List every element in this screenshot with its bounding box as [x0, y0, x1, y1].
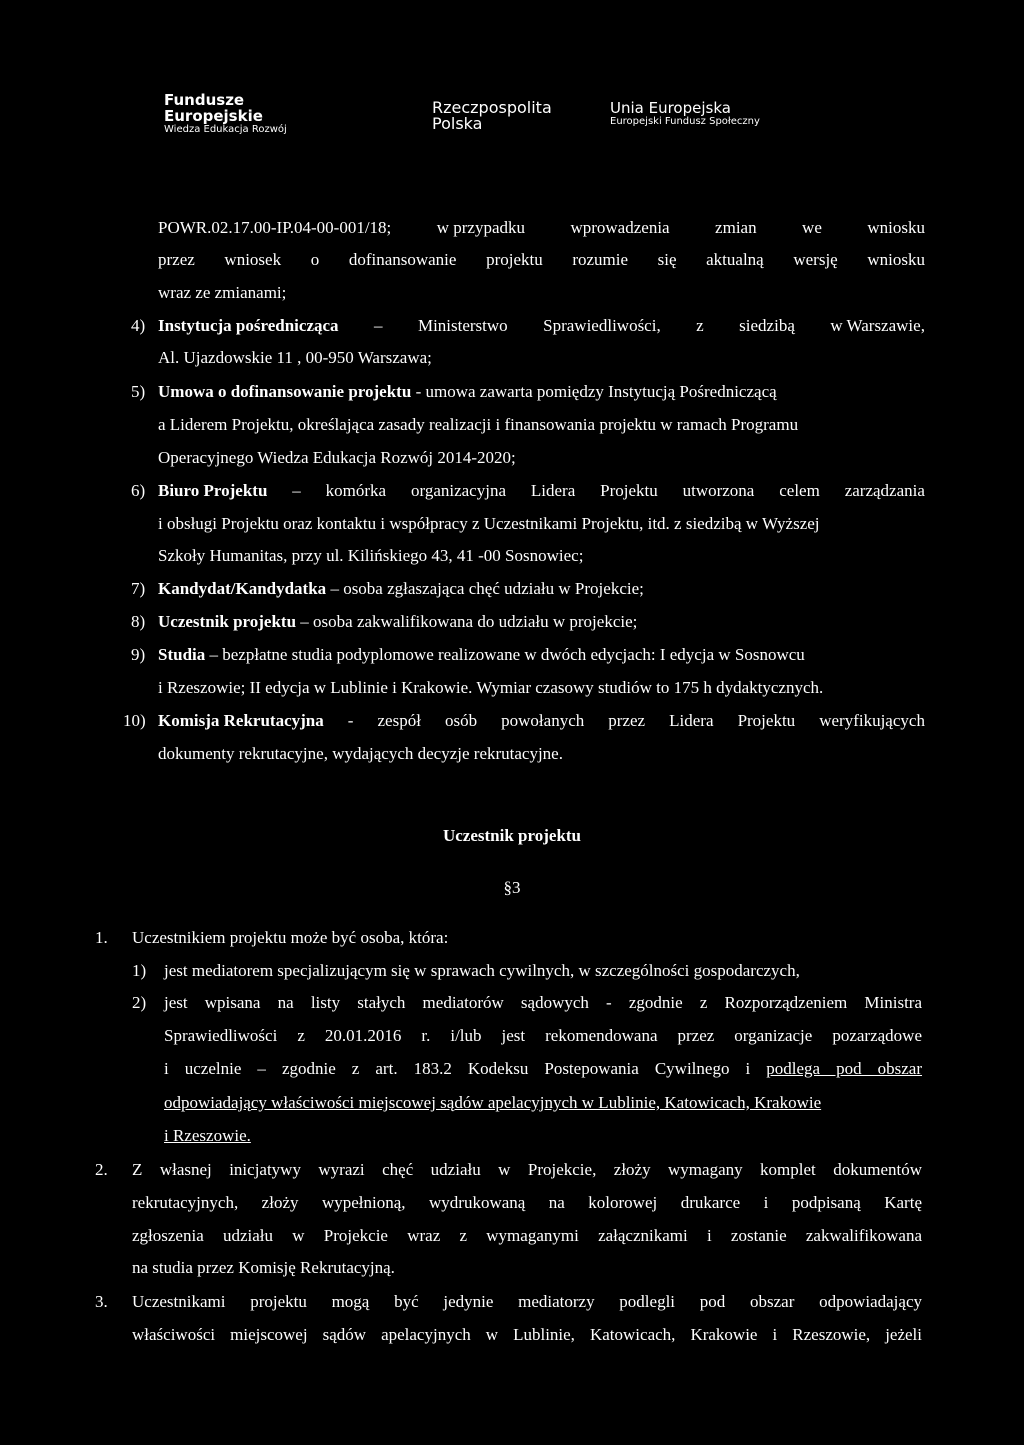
item4-number: 4): [131, 316, 146, 335]
logo-ue-sub: Europejski Fundusz Społeczny: [610, 116, 760, 127]
point1-sub2-number: 2): [132, 993, 147, 1012]
logo-ue-line1: Unia Europejska: [610, 99, 731, 117]
item9-line1: Studia – bezpłatne studia podyplomowe realizowane w dwóch edycjach: I edycja w Sosnowcu: [158, 645, 805, 664]
item9-number: 9): [131, 645, 146, 664]
item10-number: 10): [123, 711, 146, 730]
logo-fe-sub: Wiedza Edukacja Rozwój: [164, 124, 287, 135]
item4-line2: Al. Ujazdowskie 11 , 00-950 Warszawa;: [158, 348, 432, 367]
point1-sub2-line5: i Rzeszowie.: [164, 1126, 251, 1145]
point1-sub2-line2: Sprawiedliwości z 20.01.2016 r. i/lub jest rekomendowana przez organizacje pozarządowe: [164, 1026, 922, 1045]
point1-sub1-text: jest mediatorem specjalizującym się w sprawach cywilnych, w szczególności gospodarczych,: [164, 961, 800, 980]
item7-line: Kandydat/Kandydatka – osoba zgłaszająca chęć udziału w Projekcie;: [158, 579, 644, 598]
item4-line1: Instytucja pośrednicząca – Ministerstwo Sprawiedliwości, z siedzibą w Warszawie,: [158, 316, 925, 335]
item10-line2: dokumenty rekrutacyjne, wydających decyzje rekrutacyjne.: [158, 744, 563, 763]
point2-line1: Z własnej inicjatywy wyrazi chęć udziału w Projekcie, złoży wymagany komplet dokumentów: [132, 1160, 922, 1179]
p1-line1: POWR.02.17.00-IP.04-00-001/18; w przypadku wprowadzenia zmian we wniosku: [158, 218, 925, 237]
item10-term: Komisja Rekrutacyjna: [158, 711, 324, 730]
logo-fe-line1: Fundusze: [164, 91, 245, 109]
item7-number: 7): [131, 579, 146, 598]
item4-term: Instytucja pośrednicząca: [158, 316, 339, 335]
item6-number: 6): [131, 481, 146, 500]
item5-line3: Operacyjnego Wiedza Edukacja Rozwój 2014-2020;: [158, 448, 516, 467]
logo-fundusze-europejskie: [164, 92, 287, 136]
item8-term: Uczestnik projektu: [158, 612, 297, 631]
item8-number: 8): [131, 612, 146, 631]
item6-line1: Biuro Projektu – komórka organizacyjna Lidera Projektu utworzona celem zarządzania: [158, 481, 925, 500]
point1-text: Uczestnikiem projektu może być osoba, która:: [132, 928, 449, 947]
item5-line2: a Liderem Projektu, określająca zasady realizacji i finansowania projektu w ramach Programu: [158, 415, 799, 434]
item7-term: Kandydat/Kandydatka: [158, 579, 327, 598]
item5-term: Umowa o dofinansowanie projektu: [158, 382, 412, 401]
point1-sub1-number: 1): [132, 961, 147, 980]
item8-line: Uczestnik projektu – osoba zakwalifikowana do udziału w projekcie;: [158, 612, 638, 631]
p1-line2: przez wniosek o dofinansowanie projektu rozumie się aktualną wersję wniosku: [158, 250, 925, 269]
item9-line2: i Rzeszowie; II edycja w Lublinie i Krakowie. Wymiar czasowy studiów to 175 h dydaktycznych.: [158, 678, 824, 697]
item9-term: Studia: [158, 645, 206, 664]
section-heading: Uczestnik projektu: [442, 826, 582, 845]
logo-rp-line2: Polska: [432, 114, 483, 133]
point3-number: 3.: [95, 1292, 108, 1311]
point1-number: 1.: [95, 928, 108, 947]
logo-unia-europejska: [610, 100, 760, 128]
item6-term: Biuro Projektu: [158, 481, 268, 500]
item10-line1: Komisja Rekrutacyjna - zespół osób powołanych przez Lidera Projektu weryfikujących: [158, 711, 925, 730]
point1-sub2-line3: i uczelnie – zgodnie z art. 183.2 Kodeksu Postepowania Cywilnego i podlega pod obszar: [164, 1059, 923, 1078]
p1-line3: wraz ze zmianami;: [158, 283, 287, 302]
point2-line2: rekrutacyjnych, złoży wypełnioną, wydrukowaną na kolorowej drukarce i podpisaną Kartę: [132, 1193, 922, 1212]
logo-rzeczpospolita: [432, 100, 552, 132]
item6-line2: i obsługi Projektu oraz kontaktu i współpracy z Uczestnikami Projektu, itd. z siedzibą w Wyższej: [158, 514, 820, 533]
point1-sub2-line4: odpowiadający właściwości miejscowej sądów apelacyjnych w Lublinie, Katowicach, Krakowie: [164, 1093, 822, 1112]
point2-number: 2.: [95, 1160, 108, 1179]
section-paragraph-number: §3: [503, 878, 521, 897]
item5-line1: Umowa o dofinansowanie projektu - umowa zawarta pomiędzy Instytucją Pośredniczącą: [158, 382, 777, 401]
item5-number: 5): [131, 382, 146, 401]
point1-sub2-line1: jest wpisana na listy stałych mediatorów sądowych - zgodnie z Rozporządzeniem Ministra: [164, 993, 922, 1012]
logo-rp-line1: Rzeczpospolita: [432, 98, 552, 117]
item6-line3: Szkoły Humanitas, przy ul. Kilińskiego 43, 41 -00 Sosnowiec;: [158, 546, 584, 565]
point3-line2: właściwości miejscowej sądów apelacyjnych w Lublinie, Katowicach, Krakowie i Rzeszowie, jeżeli: [132, 1325, 922, 1344]
point2-line4: na studia przez Komisję Rekrutacyjną.: [132, 1258, 395, 1277]
point3-line1: Uczestnikami projektu mogą być jedynie mediatorzy podlegli pod obszar odpowiadający: [132, 1292, 922, 1311]
logo-fe-line2: Europejskie: [164, 107, 263, 125]
point2-line3: zgłoszenia udziału w Projekcie wraz z wymaganymi załącznikami i zostanie zakwalifikowana: [132, 1226, 922, 1245]
